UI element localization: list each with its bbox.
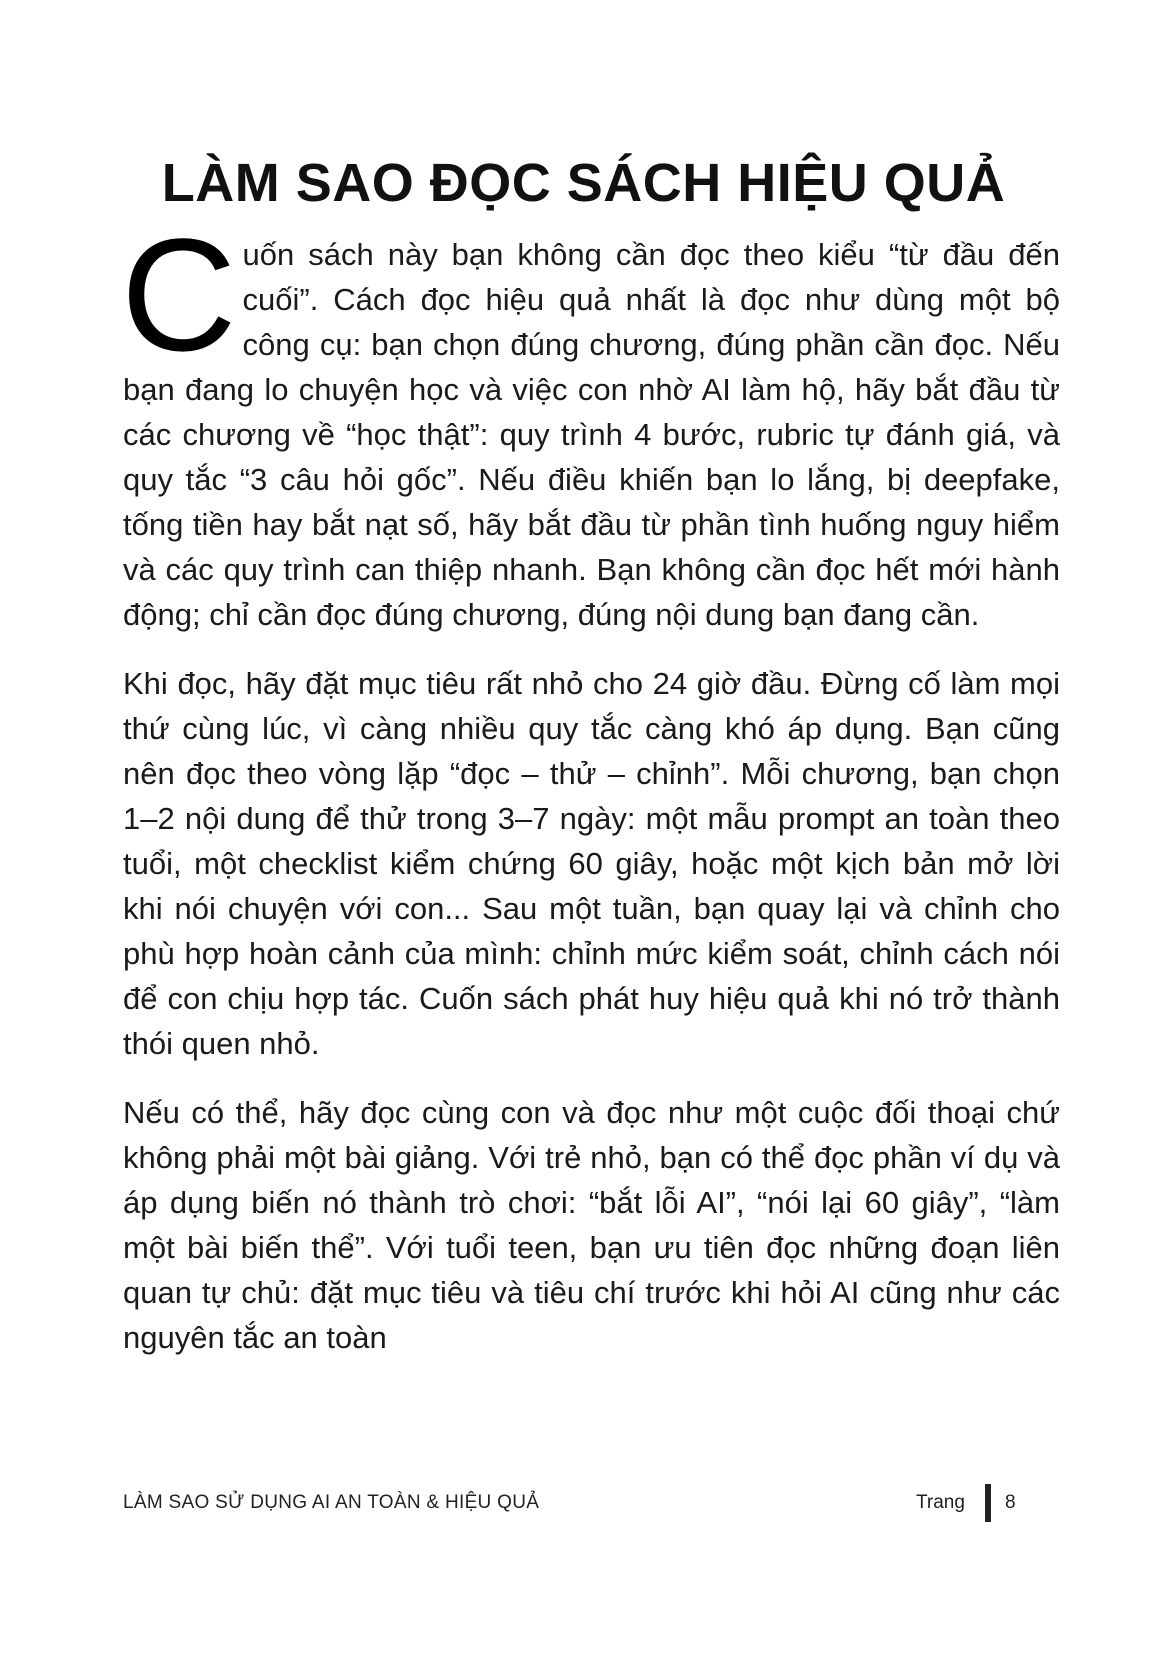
footer-separator-bar [985,1484,991,1522]
paragraph-3: Nếu có thể, hãy đọc cùng con và đọc như một cuộc đối thoại chứ không phải một bài giảng. Với trẻ nhỏ, bạn có thể đọc phần ví dụ và áp dụng biến nó thành trò chơi: “bắt lỗi AI”, “nói lại 60 giây”, “làm một bài biến thể”. Với tuổi teen, bạn ưu tiên đọc những đoạn liên quan tự chủ: đặt mục tiêu và tiêu chí trước khi hỏi AI cũng như các nguyên tắc an toàn [123,1095,1060,1355]
footer-book-title: LÀM SAO SỬ DỤNG AI AN TOÀN & HIỆU QUẢ [123,1492,540,1513]
body-text [121,205,1060,1384]
page-footer [123,1484,1023,1524]
footer-page-number: 8 [1005,1492,1016,1513]
paragraph-2: Khi đọc, hãy đặt mục tiêu rất nhỏ cho 24 giờ đầu. Đừng cố làm mọi thứ cùng lúc, vì càng nhiều quy tắc càng khó áp dụng. Bạn cũng nên đọc theo vòng lặp “đọc – thử – chỉnh”. Mỗi chương, bạn chọn 1–2 nội dung để thử trong 3–7 ngày: một mẫu prompt an toàn theo tuổi, một checklist kiểm chứng 60 giây, hoặc một kịch bản mở lời khi nói chuyện với con... Sau một tuần, bạn quay lại và chỉnh cho phù hợp hoàn cảnh của mình: chỉnh mức kiểm soát, chỉnh cách nói để con chịu hợp tác. Cuốn sách phát huy hiệu quả khi nó trở thành thói quen nhỏ. [123,666,1060,1061]
paragraph-1 [121,205,1060,637]
footer-page-label: Trang [916,1492,965,1513]
paragraph-1-text: uốn sách này bạn không cần đọc theo kiểu “từ đầu đến cuối”. Cách đọc hiệu quả nhất là đọc như dùng một bộ công cụ: bạn chọn đúng chương, đúng phần cần đọc. Nếu bạn đang lo chuyện học và việc con nhờ AI làm hộ, hãy bắt đầu từ các chương về “học thật”: quy trình 4 bước, rubric tự đánh giá, và quy tắc “3 câu hỏi gốc”. Nếu điều khiến bạn lo lắng, bị deepfake, tống tiền hay bắt nạt số, hãy bắt đầu từ phần tình huống nguy hiểm và các quy trình can thiệp nhanh. Bạn không cần đọc hết mới hành động; chỉ cần đọc đúng chương, đúng nội dung bạn đang cần. [123,237,1060,632]
drop-cap: C [121,205,237,384]
page-title: LÀM SAO ĐỌC SÁCH HIỆU QUẢ [161,153,1006,213]
